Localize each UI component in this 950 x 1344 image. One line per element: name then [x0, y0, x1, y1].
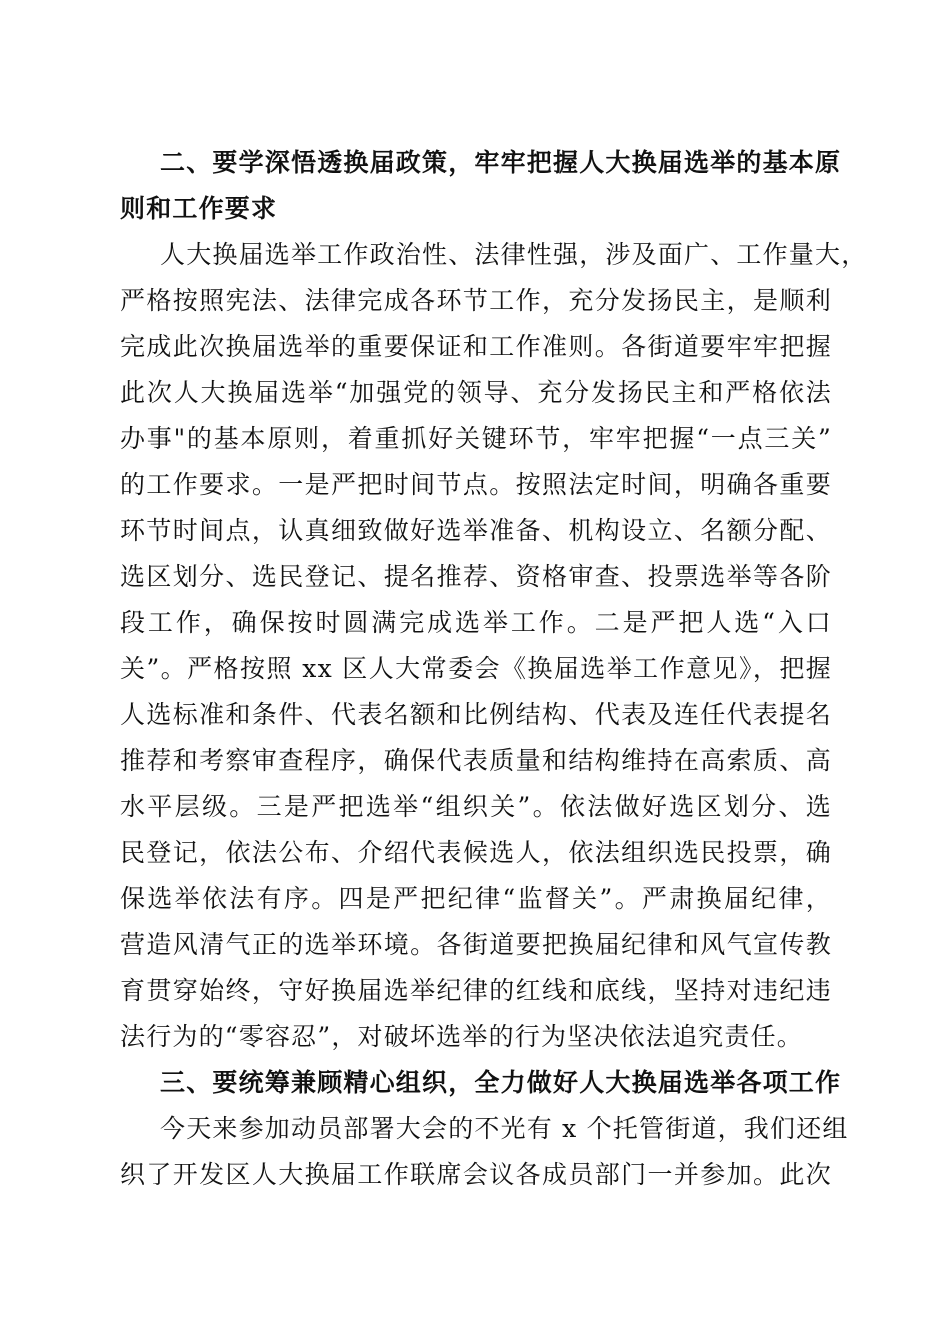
document-page — [120, 140, 868, 1198]
section-2-paragraph-line: 完成此次换届选举的重要保证和工作准则。各街道要牢牢把握 — [120, 332, 832, 361]
section-2-paragraph-line: 民登记，依法公布、介绍代表候选人，依法组织选民投票，确 — [120, 838, 832, 867]
section-3-paragraph-line: 今天来参加动员部署大会的不光有 x 个托管街道，我们还组 — [160, 1114, 849, 1143]
section-2-heading-line-2: 则和工作要求 — [120, 194, 278, 223]
section-2-paragraph-line: 此次人大换届选举“加强党的领导、充分发扬民主和严格依法 — [120, 378, 832, 407]
section-2-paragraph-line: 推荐和考察审查程序，确保代表质量和结构维持在高索质、高 — [120, 746, 832, 775]
section-2-paragraph-line: 关”。严格按照 xx 区人大常委会《换届选举工作意见》，把握 — [120, 654, 832, 683]
section-2 — [120, 140, 868, 1060]
section-2-paragraph-line: 人选标准和条件、代表名额和比例结构、代表及连任代表提名 — [120, 700, 832, 729]
section-3 — [120, 1060, 849, 1198]
section-2-heading-line-1: 二、要学深悟透换届政策，牢牢把握人大换届选举的基本原 — [160, 148, 842, 177]
section-2-paragraph-line: 办事"的基本原则，着重抓好关键环节，牢牢把握“一点三关” — [120, 424, 832, 453]
section-2-paragraph-line: 育贯穿始终，守好换届选举纪律的红线和底线，坚持对违纪违 — [120, 976, 832, 1005]
section-3-heading: 三、要统筹兼顾精心组织，全力做好人大换届选举各项工作 — [160, 1068, 842, 1097]
section-2-paragraph-line: 选区划分、选民登记、提名推荐、资格审查、投票选举等各阶 — [120, 562, 832, 591]
section-3-paragraph-line: 织了开发区人大换届工作联席会议各成员部门一并参加。此次 — [120, 1160, 832, 1189]
section-2-paragraph-line: 严格按照宪法、法律完成各环节工作，充分发扬民主，是顺利 — [120, 286, 832, 315]
section-2-paragraph-line: 营造风清气正的选举环境。各街道要把换届纪律和风气宣传教 — [120, 930, 832, 959]
section-2-paragraph-line: 水平层级。三是严把选举“组织关”。依法做好选区划分、选 — [120, 792, 832, 821]
section-2-paragraph-line: 法行为的“零容忍”，对破坏选举的行为坚决依法追究责任。 — [120, 1022, 803, 1051]
section-2-paragraph-line: 的工作要求。一是严把时间节点。按照法定时间，明确各重要 — [120, 470, 832, 499]
section-2-paragraph-line: 环节时间点，认真细致做好选举准备、机构设立、名额分配、 — [120, 516, 832, 545]
section-2-paragraph-line: 人大换届选举工作政治性、法律性强，涉及面广、工作量大， — [160, 240, 868, 269]
section-2-paragraph-line: 保选举依法有序。四是严把纪律“监督关”。严肃换届纪律， — [120, 884, 832, 913]
section-2-paragraph-line: 段工作，确保按时圆满完成选举工作。二是严把人选“入口 — [120, 608, 832, 637]
